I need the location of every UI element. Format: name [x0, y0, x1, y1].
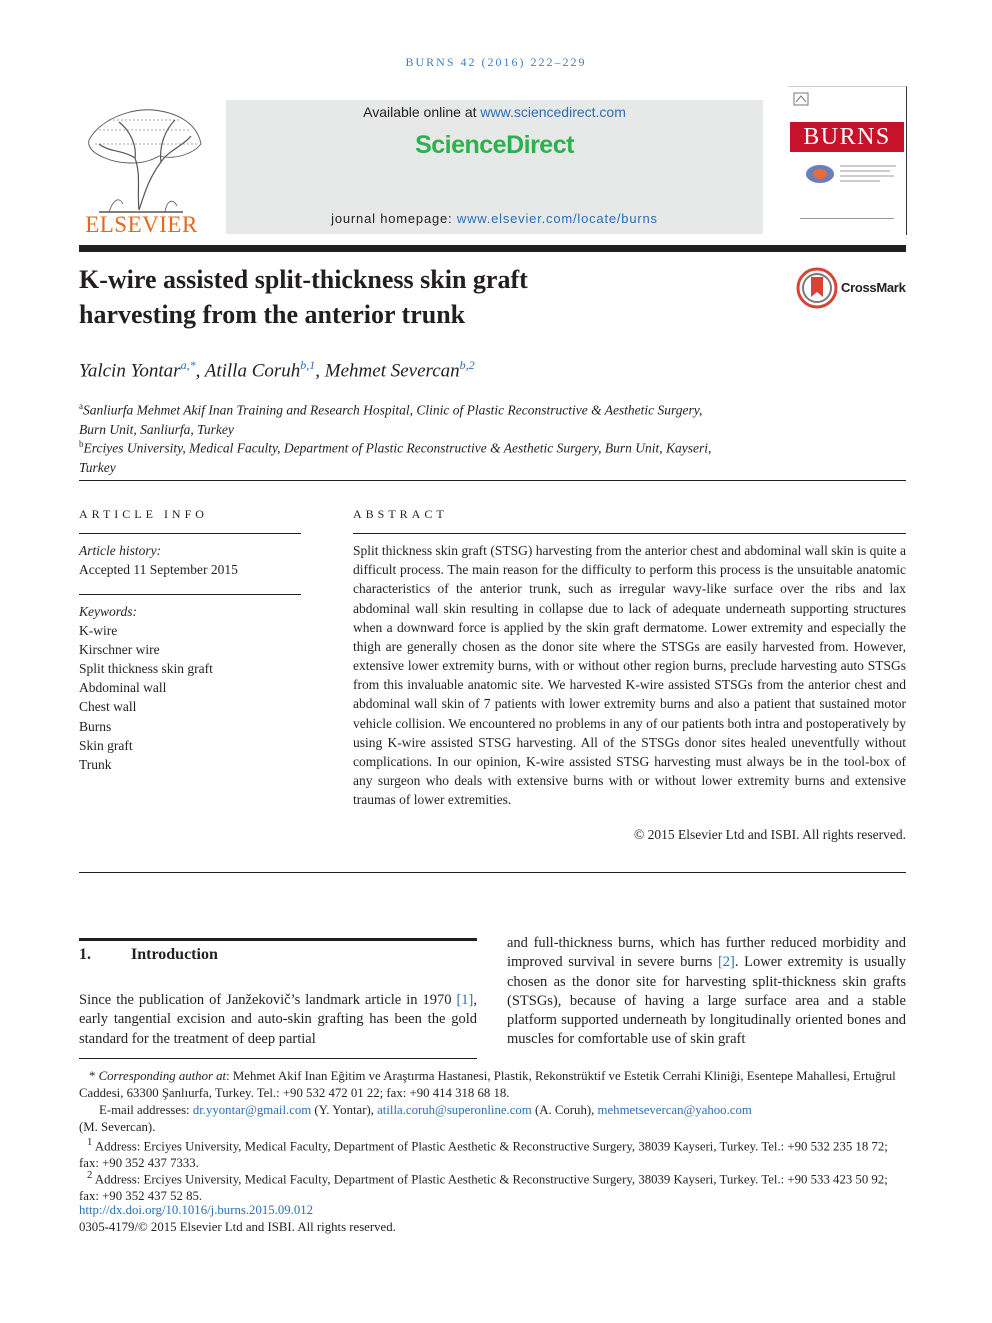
- keyword-item: Split thickness skin graft: [79, 661, 213, 676]
- article-info-rule: [79, 533, 301, 534]
- keyword-item: Skin graft: [79, 738, 133, 753]
- history-rule: [79, 594, 301, 595]
- footnote-2-mark: 2: [87, 1170, 93, 1181]
- affiliation-a-line1: Sanliurfa Mehmet Akif Inan Training and Research Hospital, Clinic of Plastic Reconstructive & Aesthetic Surgery,: [83, 402, 703, 418]
- affiliation-b-mark: b: [79, 439, 84, 449]
- email-owner: (Y. Yontar),: [311, 1103, 378, 1117]
- cover-emblem-icon: [800, 160, 900, 188]
- abstract-heading: ABSTRACT: [353, 507, 448, 521]
- intro-text: , early tangential excision and auto-skin grafting has been the gold standard for the treatment of deep partial: [79, 992, 477, 1047]
- running-head: BURNS 42 (2016) 222–229: [405, 55, 587, 69]
- crossmark-icon[interactable]: [796, 267, 838, 309]
- keywords-label: Keywords:: [79, 604, 137, 619]
- cover-small-logo-icon: [793, 92, 809, 106]
- footnote-1: [79, 1135, 906, 1172]
- keyword-item: Burns: [79, 719, 112, 734]
- affiliation-b: [79, 435, 769, 477]
- intro-text: and full-thickness burns, which has further reduced morbidity and improved survival in severe burns: [507, 935, 906, 971]
- available-online: [226, 104, 763, 120]
- affiliation-a-line2: Burn Unit, Sanliurfa, Turkey: [79, 421, 234, 437]
- affiliation-rule: [79, 480, 906, 481]
- author-list: [79, 358, 475, 382]
- footnote-1-text: Address: Erciyes University, Medical Faculty, Department of Plastic Aesthetic & Reconstructive Surgery, 38039 Kayseri, Turkey. Tel.: +90 532 235 18 72; fax: +90 352 437 7333.: [79, 1139, 888, 1171]
- footnote-2: [79, 1168, 906, 1205]
- email-link-yontar[interactable]: dr.yyontar@gmail.com: [192, 1103, 312, 1117]
- elsevier-wordmark: ELSEVIER: [85, 212, 198, 237]
- author-2[interactable]: Atilla Coruh: [204, 360, 301, 382]
- intro-right-column: [507, 934, 906, 1050]
- doi-link[interactable]: http://dx.doi.org/10.1016/j.burns.2015.09.012: [79, 1203, 314, 1217]
- author-1-marks[interactable]: a,*: [180, 358, 196, 372]
- sciencedirect-link[interactable]: www.sciencedirect.com: [480, 104, 626, 120]
- author-separator: ,: [195, 360, 205, 382]
- crossmark-label[interactable]: CrossMark: [841, 280, 906, 295]
- accepted-date: Accepted 11 September 2015: [79, 562, 238, 577]
- intro-heading: [79, 946, 218, 964]
- keyword-item: K-wire: [79, 623, 118, 638]
- footnote-2-text: Address: Erciyes University, Medical Faculty, Department of Plastic Aesthetic & Reconstructive Surgery, 38039 Kayseri, Turkey. Tel.: +90 533 423 50 92; fax: +90 352 437 52 85.: [79, 1172, 888, 1204]
- email-label: E-mail addresses:: [99, 1103, 193, 1117]
- intro-number: 1.: [79, 946, 91, 963]
- corresponding-mark: *: [89, 1069, 96, 1083]
- affiliation-a: [79, 397, 769, 439]
- keyword-item: Trunk: [79, 757, 112, 772]
- keyword-item: Chest wall: [79, 699, 137, 714]
- email-owner: (M. Severcan).: [79, 1119, 156, 1134]
- sciencedirect-brand: ScienceDirect: [415, 131, 574, 159]
- corresponding-label: Corresponding author at: [98, 1069, 227, 1083]
- affiliation-a-mark: a: [79, 401, 83, 411]
- affiliation-b-line2: Turkey: [79, 459, 116, 475]
- corresponding-footnote: [79, 1068, 906, 1102]
- corresponding-text: : Mehmet Akif Inan Eğitim ve Araştırma Hastanesi, Plastik, Rekonstrüktif ve Estetik Cerrahi Kliniği, Esentepe Mahallesi, Ertuğrul Caddesi, 63300 Şanlıurfa, Turkey. Tel.: +90 532 472 01 22; fax: +90 414 318 68 18.: [79, 1069, 896, 1100]
- cover-divider: [800, 218, 894, 219]
- email-footnote: [79, 1102, 906, 1136]
- issn-line: 0305-4179/© 2015 Elsevier Ltd and ISBI. All rights reserved.: [79, 1220, 396, 1234]
- homepage-prefix: journal homepage:: [331, 211, 457, 226]
- author-3-marks[interactable]: b,2: [459, 358, 475, 372]
- cover-title: BURNS: [790, 122, 904, 152]
- intro-text: Since the publication of Janžekovič’s landmark article in 1970: [79, 992, 457, 1008]
- affiliation-b-line1: Erciyes University, Medical Faculty, Department of Plastic Reconstructive & Aesthetic Surgery, Burn Unit, Kayseri,: [83, 440, 712, 456]
- email-link-severcan[interactable]: mehmetsevercan@yahoo.com: [597, 1103, 752, 1117]
- article-info-heading: ARTICLE INFO: [79, 507, 208, 521]
- abstract-rule: [353, 533, 906, 534]
- email-link-coruh[interactable]: atilla.coruh@superonline.com: [377, 1103, 532, 1117]
- author-separator: ,: [315, 360, 325, 382]
- footnote-rule: [79, 1058, 477, 1059]
- intro-left-column: [79, 991, 477, 1049]
- article-title: [79, 262, 719, 332]
- doi-line: [79, 1202, 906, 1219]
- title-line-2: harvesting from the anterior trunk: [79, 300, 466, 329]
- journal-homepage: [226, 211, 763, 226]
- abstract-copyright: © 2015 Elsevier Ltd and ISBI. All rights reserved.: [634, 827, 906, 842]
- title-line-1: K-wire assisted split-thickness skin graft: [79, 265, 528, 294]
- keyword-item: Abdominal wall: [79, 680, 167, 695]
- footnote-1-mark: 1: [87, 1137, 93, 1148]
- available-prefix: Available online at: [363, 104, 481, 120]
- email-owner: (A. Coruh),: [531, 1103, 598, 1117]
- abstract-bottom-rule: [79, 872, 906, 873]
- abstract-body: Split thickness skin graft (STSG) harvesting from the anterior chest and abdominal wall skin is quite a difficult process. The main reason for the difficulty to perform this process is the unsuitable anatomic characteristics of the anterior trunk, such as irregular wavy-like surface over the ribs and lax abdominal wall skin resulting in collapse due to lack of adequate underneath supporting structures when a downward force is applied by the skin graft dermatome. Lower extremity and especially the thigh are generally chosen as the donor site where the STSGs are easily harvested from. However, extensive lower extremity burns, with or without other region burns, preclude harvesting auto STSGs from this invaluable anatomic site. We harvested K-wire assisted STSGs from the anterior chest and abdominal wall skin of 7 patients with lower extremity burns and also a patient that sustained motor vehicle collision. We encountered no problems in any of our patients both intra and postoperatively by using K-wire assisted STSG harvesting. All of the STSGs donor sites healed uneventfully without complications. In our opinion, K-wire assisted STSG harvesting must always be in the tool-box of any surgeon who deals with extensive burns with or without lower extremity burns and extensive traumas of lower extremities.: [353, 543, 906, 808]
- author-1[interactable]: Yalcin Yontar: [79, 360, 181, 382]
- intro-title: Introduction: [131, 946, 218, 963]
- article-history-label: Article history:: [79, 543, 162, 558]
- author-3[interactable]: Mehmet Severcan: [324, 360, 460, 382]
- citation-1[interactable]: [1]: [456, 992, 474, 1008]
- header-rule: [79, 245, 906, 252]
- keyword-item: Kirschner wire: [79, 642, 160, 657]
- intro-rule: [79, 938, 477, 941]
- intro-text: . Lower extremity is usually chosen as the donor site for harvesting split-thickness skin grafts (STSGs), because of having a large surface area and a stable platform supported underneath by longitudinally oriented bones and muscles for comfortable use of skin graft: [507, 954, 906, 1048]
- citation-2[interactable]: [2]: [717, 954, 735, 971]
- author-2-marks[interactable]: b,1: [300, 358, 316, 372]
- homepage-link[interactable]: www.elsevier.com/locate/burns: [456, 211, 658, 226]
